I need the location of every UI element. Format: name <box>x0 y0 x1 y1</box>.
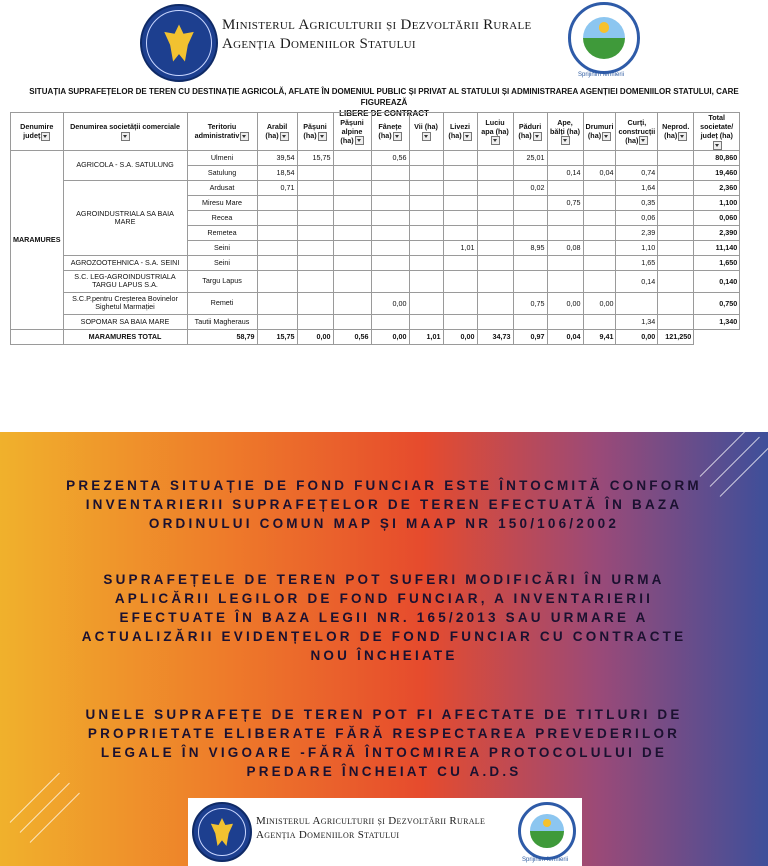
value-cell <box>513 255 547 270</box>
value-cell <box>583 210 616 225</box>
value-cell <box>443 225 477 240</box>
value-cell <box>658 195 694 210</box>
total-cell: 58,79 <box>187 329 257 344</box>
value-cell <box>477 195 513 210</box>
value-cell <box>297 180 333 195</box>
value-cell <box>257 210 297 225</box>
filter-dropdown-icon[interactable] <box>422 132 431 141</box>
value-cell <box>333 314 371 329</box>
value-cell <box>583 195 616 210</box>
value-cell <box>547 210 583 225</box>
notice-line: NOU ÎNCHEIATE <box>310 648 458 663</box>
header-cell[interactable]: Arabil (ha) <box>257 113 297 151</box>
value-cell <box>477 270 513 292</box>
filter-dropdown-icon[interactable] <box>639 136 648 145</box>
value-cell <box>409 270 443 292</box>
header-cell[interactable]: Total societate/ județ (ha) <box>694 113 740 151</box>
header-cell[interactable]: Livezi (ha) <box>443 113 477 151</box>
value-cell <box>371 240 409 255</box>
value-cell <box>297 165 333 180</box>
value-cell <box>443 195 477 210</box>
total-cell: 0,00 <box>616 329 658 344</box>
value-cell <box>658 210 694 225</box>
value-cell: 19,460 <box>694 165 740 180</box>
value-cell <box>477 255 513 270</box>
ministry-name: Ministerul Agriculturii și Dezvoltării Rurale <box>222 17 532 33</box>
value-cell: 0,75 <box>547 195 583 210</box>
value-cell <box>513 195 547 210</box>
value-cell <box>658 270 694 292</box>
header-cell[interactable]: Drumuri (ha) <box>583 113 616 151</box>
value-cell <box>658 240 694 255</box>
total-cell: 121,250 <box>658 329 694 344</box>
territory-cell: Targu Lapus <box>187 270 257 292</box>
value-cell <box>658 165 694 180</box>
value-cell <box>333 255 371 270</box>
value-cell: 0,04 <box>583 165 616 180</box>
value-cell <box>513 225 547 240</box>
table-row <box>11 255 740 270</box>
total-cell: 0,97 <box>513 329 547 344</box>
filter-dropdown-icon[interactable] <box>240 132 249 141</box>
filter-dropdown-icon[interactable] <box>121 132 130 141</box>
total-cell: 0,00 <box>297 329 333 344</box>
value-cell <box>409 240 443 255</box>
total-blank <box>11 329 64 344</box>
value-cell <box>583 150 616 165</box>
total-cell: 0,00 <box>371 329 409 344</box>
notice-line: INVENTARIERII SUPRAFEȚELOR DE TEREN EFECTUATĂ ÎN BAZA <box>85 497 683 512</box>
filter-dropdown-icon[interactable] <box>463 132 472 141</box>
value-cell: 1,650 <box>694 255 740 270</box>
value-cell <box>477 240 513 255</box>
land-table <box>10 112 740 345</box>
footer-ministry-name: Ministerul Agriculturii și Dezvoltării Rurale <box>256 815 486 827</box>
notice-line: PROPRIETATE ELIBERATE FĂRĂ RESPECTAREA PREVEDERILOR <box>87 726 681 741</box>
value-cell: 2,39 <box>616 225 658 240</box>
notice-paragraph-3 <box>20 705 748 781</box>
value-cell <box>257 314 297 329</box>
value-cell <box>443 165 477 180</box>
agentia-domeniilor-statului-seal-icon <box>518 802 576 860</box>
territory-cell: Miresu Mare <box>187 195 257 210</box>
value-cell: 0,06 <box>616 210 658 225</box>
value-cell: 2,360 <box>694 180 740 195</box>
value-cell: 0,00 <box>583 292 616 314</box>
value-cell <box>583 270 616 292</box>
total-cell: 34,73 <box>477 329 513 344</box>
value-cell <box>297 292 333 314</box>
value-cell <box>583 255 616 270</box>
value-cell: 25,01 <box>513 150 547 165</box>
county-cell: MARAMURES <box>11 150 64 329</box>
notice-line: APLICĂRII LEGILOR DE FOND FUNCIAR, A INVENTARIERII <box>114 591 654 606</box>
value-cell <box>257 270 297 292</box>
filter-dropdown-icon[interactable] <box>713 141 722 150</box>
value-cell <box>409 225 443 240</box>
total-cell: 0,04 <box>547 329 583 344</box>
company-cell: AGRICOLA - S.A. SATULUNG <box>63 150 187 180</box>
value-cell: 18,54 <box>257 165 297 180</box>
value-cell: 0,71 <box>257 180 297 195</box>
header-cell[interactable]: Fânețe (ha) <box>371 113 409 151</box>
notice-line: ORDINULUI COMUN MAP ȘI MAAP NR 150/106/2002 <box>148 516 620 531</box>
value-cell <box>658 150 694 165</box>
table-header-row <box>11 113 740 151</box>
value-cell <box>297 314 333 329</box>
filter-dropdown-icon[interactable] <box>602 132 611 141</box>
value-cell <box>297 270 333 292</box>
value-cell <box>583 240 616 255</box>
filter-dropdown-icon[interactable] <box>533 132 542 141</box>
value-cell: 8,95 <box>513 240 547 255</box>
value-cell <box>409 180 443 195</box>
value-cell <box>443 150 477 165</box>
value-cell: 0,75 <box>513 292 547 314</box>
value-cell <box>333 240 371 255</box>
filter-dropdown-icon[interactable] <box>393 132 402 141</box>
value-cell: 1,65 <box>616 255 658 270</box>
table-row <box>11 314 740 329</box>
value-cell <box>616 150 658 165</box>
value-cell <box>371 255 409 270</box>
value-cell <box>297 240 333 255</box>
value-cell <box>409 195 443 210</box>
value-cell: 39,54 <box>257 150 297 165</box>
value-cell: 1,100 <box>694 195 740 210</box>
territory-cell: Satulung <box>187 165 257 180</box>
company-cell: SOPOMAR SA BAIA MARE <box>63 314 187 329</box>
value-cell <box>477 165 513 180</box>
value-cell: 0,14 <box>616 270 658 292</box>
value-cell <box>333 180 371 195</box>
total-cell: 0,56 <box>333 329 371 344</box>
value-cell <box>583 180 616 195</box>
value-cell <box>513 314 547 329</box>
value-cell <box>409 255 443 270</box>
value-cell <box>658 180 694 195</box>
value-cell <box>443 314 477 329</box>
company-cell: S.C.P.pentru Creșterea Bovinelor Sighetul Marmației <box>63 292 187 314</box>
value-cell <box>443 270 477 292</box>
notice-line: PREDARE ÎNCHEIAT CU A.D.S <box>246 764 522 779</box>
value-cell <box>257 240 297 255</box>
territory-cell: Tautii Magheraus <box>187 314 257 329</box>
header-cell[interactable]: Neprod. (ha) <box>658 113 694 151</box>
territory-cell: Remeti <box>187 292 257 314</box>
header-cell[interactable]: Luciu apa (ha) <box>477 113 513 151</box>
value-cell: 1,64 <box>616 180 658 195</box>
filter-dropdown-icon[interactable] <box>318 132 327 141</box>
tagline: Sprijinim fermierii <box>578 72 625 78</box>
value-cell <box>371 180 409 195</box>
table-title-line-1: SITUAȚIA SUPRAFEȚELOR DE TEREN CU DESTINAȚIE AGRICOLĂ, AFLATE ÎN DOMENIUL PUBLIC ȘI PRIVAT AL STATULUI ȘI ADMINISTRAREA AGENȚIEI DOMENIILOR STATULUI, CARE FIGUREAZĂ <box>29 87 739 107</box>
agency-name: Agenția Domeniilor Statului <box>222 36 416 52</box>
header-cell[interactable]: Curți, construcții (ha) <box>616 113 658 151</box>
value-cell <box>297 255 333 270</box>
value-cell <box>477 314 513 329</box>
territory-cell: Seini <box>187 255 257 270</box>
footer-tagline: Sprijinim fermierii <box>522 857 569 863</box>
table-row <box>11 292 740 314</box>
value-cell <box>297 195 333 210</box>
value-cell: 1,340 <box>694 314 740 329</box>
value-cell <box>333 270 371 292</box>
notice-banner <box>0 432 768 866</box>
value-cell: 0,750 <box>694 292 740 314</box>
value-cell: 1,34 <box>616 314 658 329</box>
value-cell <box>333 225 371 240</box>
notice-line: ACTUALIZĂRII EVIDENȚELOR DE FOND FUNCIAR CU CONTRACTE <box>81 629 687 644</box>
table-row <box>11 270 740 292</box>
page-header <box>0 0 768 84</box>
filter-dropdown-icon[interactable] <box>491 136 500 145</box>
company-cell: AGROINDUSTRIALA SA BAIA MARE <box>63 180 187 255</box>
header-cell[interactable]: Ape, bălți (ha) <box>547 113 583 151</box>
territory-cell: Remetea <box>187 225 257 240</box>
value-cell <box>477 210 513 225</box>
total-cell: 9,41 <box>583 329 616 344</box>
value-cell <box>547 270 583 292</box>
value-cell: 0,140 <box>694 270 740 292</box>
value-cell <box>333 292 371 314</box>
total-cell: 1,01 <box>409 329 443 344</box>
guvernul-romaniei-seal-icon <box>140 4 218 82</box>
header-cell[interactable]: Denumirea societății comerciale <box>63 113 187 151</box>
value-cell <box>333 165 371 180</box>
value-cell <box>257 195 297 210</box>
total-row <box>11 329 740 344</box>
notice-line: PREZENTA SITUAȚIE DE FOND FUNCIAR ESTE ÎNTOCMITĂ CONFORM <box>66 478 702 493</box>
territory-cell: Ardusat <box>187 180 257 195</box>
value-cell <box>409 210 443 225</box>
value-cell: 1,01 <box>443 240 477 255</box>
value-cell <box>333 195 371 210</box>
value-cell: 0,14 <box>547 165 583 180</box>
value-cell <box>547 255 583 270</box>
value-cell <box>297 225 333 240</box>
value-cell: 80,860 <box>694 150 740 165</box>
value-cell <box>257 292 297 314</box>
territory-cell: Ulmeni <box>187 150 257 165</box>
filter-dropdown-icon[interactable] <box>355 136 364 145</box>
value-cell <box>443 255 477 270</box>
header-cell[interactable]: Vii (ha) <box>409 113 443 151</box>
company-cell: S.C. LEG-AGROINDUSTRIALA TARGU LAPUS S.A. <box>63 270 187 292</box>
value-cell <box>409 165 443 180</box>
total-cell: 0,00 <box>443 329 477 344</box>
value-cell <box>513 270 547 292</box>
value-cell <box>443 210 477 225</box>
value-cell <box>371 225 409 240</box>
value-cell: 1,10 <box>616 240 658 255</box>
value-cell <box>257 255 297 270</box>
value-cell <box>513 165 547 180</box>
header-cell[interactable]: Pășuni (ha) <box>297 113 333 151</box>
value-cell <box>547 180 583 195</box>
value-cell: 0,00 <box>371 292 409 314</box>
guvernul-romaniei-seal-icon <box>192 802 252 862</box>
notice-line: EFECTUATE ÎN BAZA LEGII NR. 165/2013 SAU URMARE A <box>119 610 649 625</box>
territory-cell: Seini <box>187 240 257 255</box>
value-cell: 0,02 <box>513 180 547 195</box>
value-cell <box>547 314 583 329</box>
value-cell <box>477 225 513 240</box>
header-cell[interactable]: Pășuni alpine (ha) <box>333 113 371 151</box>
value-cell <box>371 165 409 180</box>
value-cell <box>658 255 694 270</box>
value-cell <box>409 150 443 165</box>
value-cell <box>658 314 694 329</box>
header-cell[interactable]: Păduri (ha) <box>513 113 547 151</box>
value-cell <box>547 150 583 165</box>
value-cell <box>297 210 333 225</box>
table-title-line-2: LIBERE DE CONTRACT <box>339 109 429 118</box>
company-cell: AGROZOOTEHNICA - S.A. SEINI <box>63 255 187 270</box>
value-cell <box>333 210 371 225</box>
value-cell <box>443 292 477 314</box>
value-cell: 0,060 <box>694 210 740 225</box>
territory-cell: Recea <box>187 210 257 225</box>
value-cell <box>371 195 409 210</box>
value-cell <box>513 210 547 225</box>
total-label: MARAMURES TOTAL <box>63 329 187 344</box>
value-cell <box>333 150 371 165</box>
agentia-domeniilor-statului-seal-icon <box>568 2 640 74</box>
value-cell <box>443 180 477 195</box>
value-cell: 11,140 <box>694 240 740 255</box>
value-cell <box>658 225 694 240</box>
value-cell: 15,75 <box>297 150 333 165</box>
value-cell: 0,74 <box>616 165 658 180</box>
value-cell <box>409 314 443 329</box>
filter-dropdown-icon[interactable] <box>678 132 687 141</box>
filter-dropdown-icon[interactable] <box>561 136 570 145</box>
value-cell <box>371 270 409 292</box>
decorative-stripes <box>10 782 70 842</box>
value-cell <box>477 150 513 165</box>
value-cell <box>547 225 583 240</box>
value-cell: 2,390 <box>694 225 740 240</box>
total-cell: 15,75 <box>257 329 297 344</box>
value-cell: 0,35 <box>616 195 658 210</box>
footer-agency-name: Agenția Domeniilor Statului <box>256 829 400 841</box>
value-cell <box>371 314 409 329</box>
value-cell <box>477 180 513 195</box>
value-cell <box>409 292 443 314</box>
filter-dropdown-icon[interactable] <box>41 132 50 141</box>
value-cell <box>583 314 616 329</box>
filter-dropdown-icon[interactable] <box>280 132 289 141</box>
value-cell <box>616 292 658 314</box>
notice-line: SUPRAFEȚELE DE TEREN POT SUFERI MODIFICĂRI ÎN URMA <box>103 572 665 587</box>
table-row <box>11 150 740 165</box>
value-cell <box>477 292 513 314</box>
value-cell: 0,56 <box>371 150 409 165</box>
value-cell <box>371 210 409 225</box>
table-row <box>11 180 740 195</box>
value-cell: 0,00 <box>547 292 583 314</box>
header-cell[interactable]: Denumire județ <box>11 113 64 151</box>
header-cell[interactable]: Teritoriu administrativ <box>187 113 257 151</box>
value-cell: 0,08 <box>547 240 583 255</box>
value-cell <box>583 225 616 240</box>
notice-paragraph-1 <box>20 476 748 533</box>
value-cell <box>658 292 694 314</box>
notice-line: UNELE SUPRAFEȚE DE TEREN POT FI AFECTATE DE TITLURI DE <box>85 707 683 722</box>
notice-line: LEGALE ÎN VIGOARE -FĂRĂ ÎNTOCMIREA PROTOCOLULUI DE <box>100 745 668 760</box>
notice-paragraph-2 <box>20 570 748 665</box>
value-cell <box>257 225 297 240</box>
footer-logo-panel <box>188 798 582 866</box>
